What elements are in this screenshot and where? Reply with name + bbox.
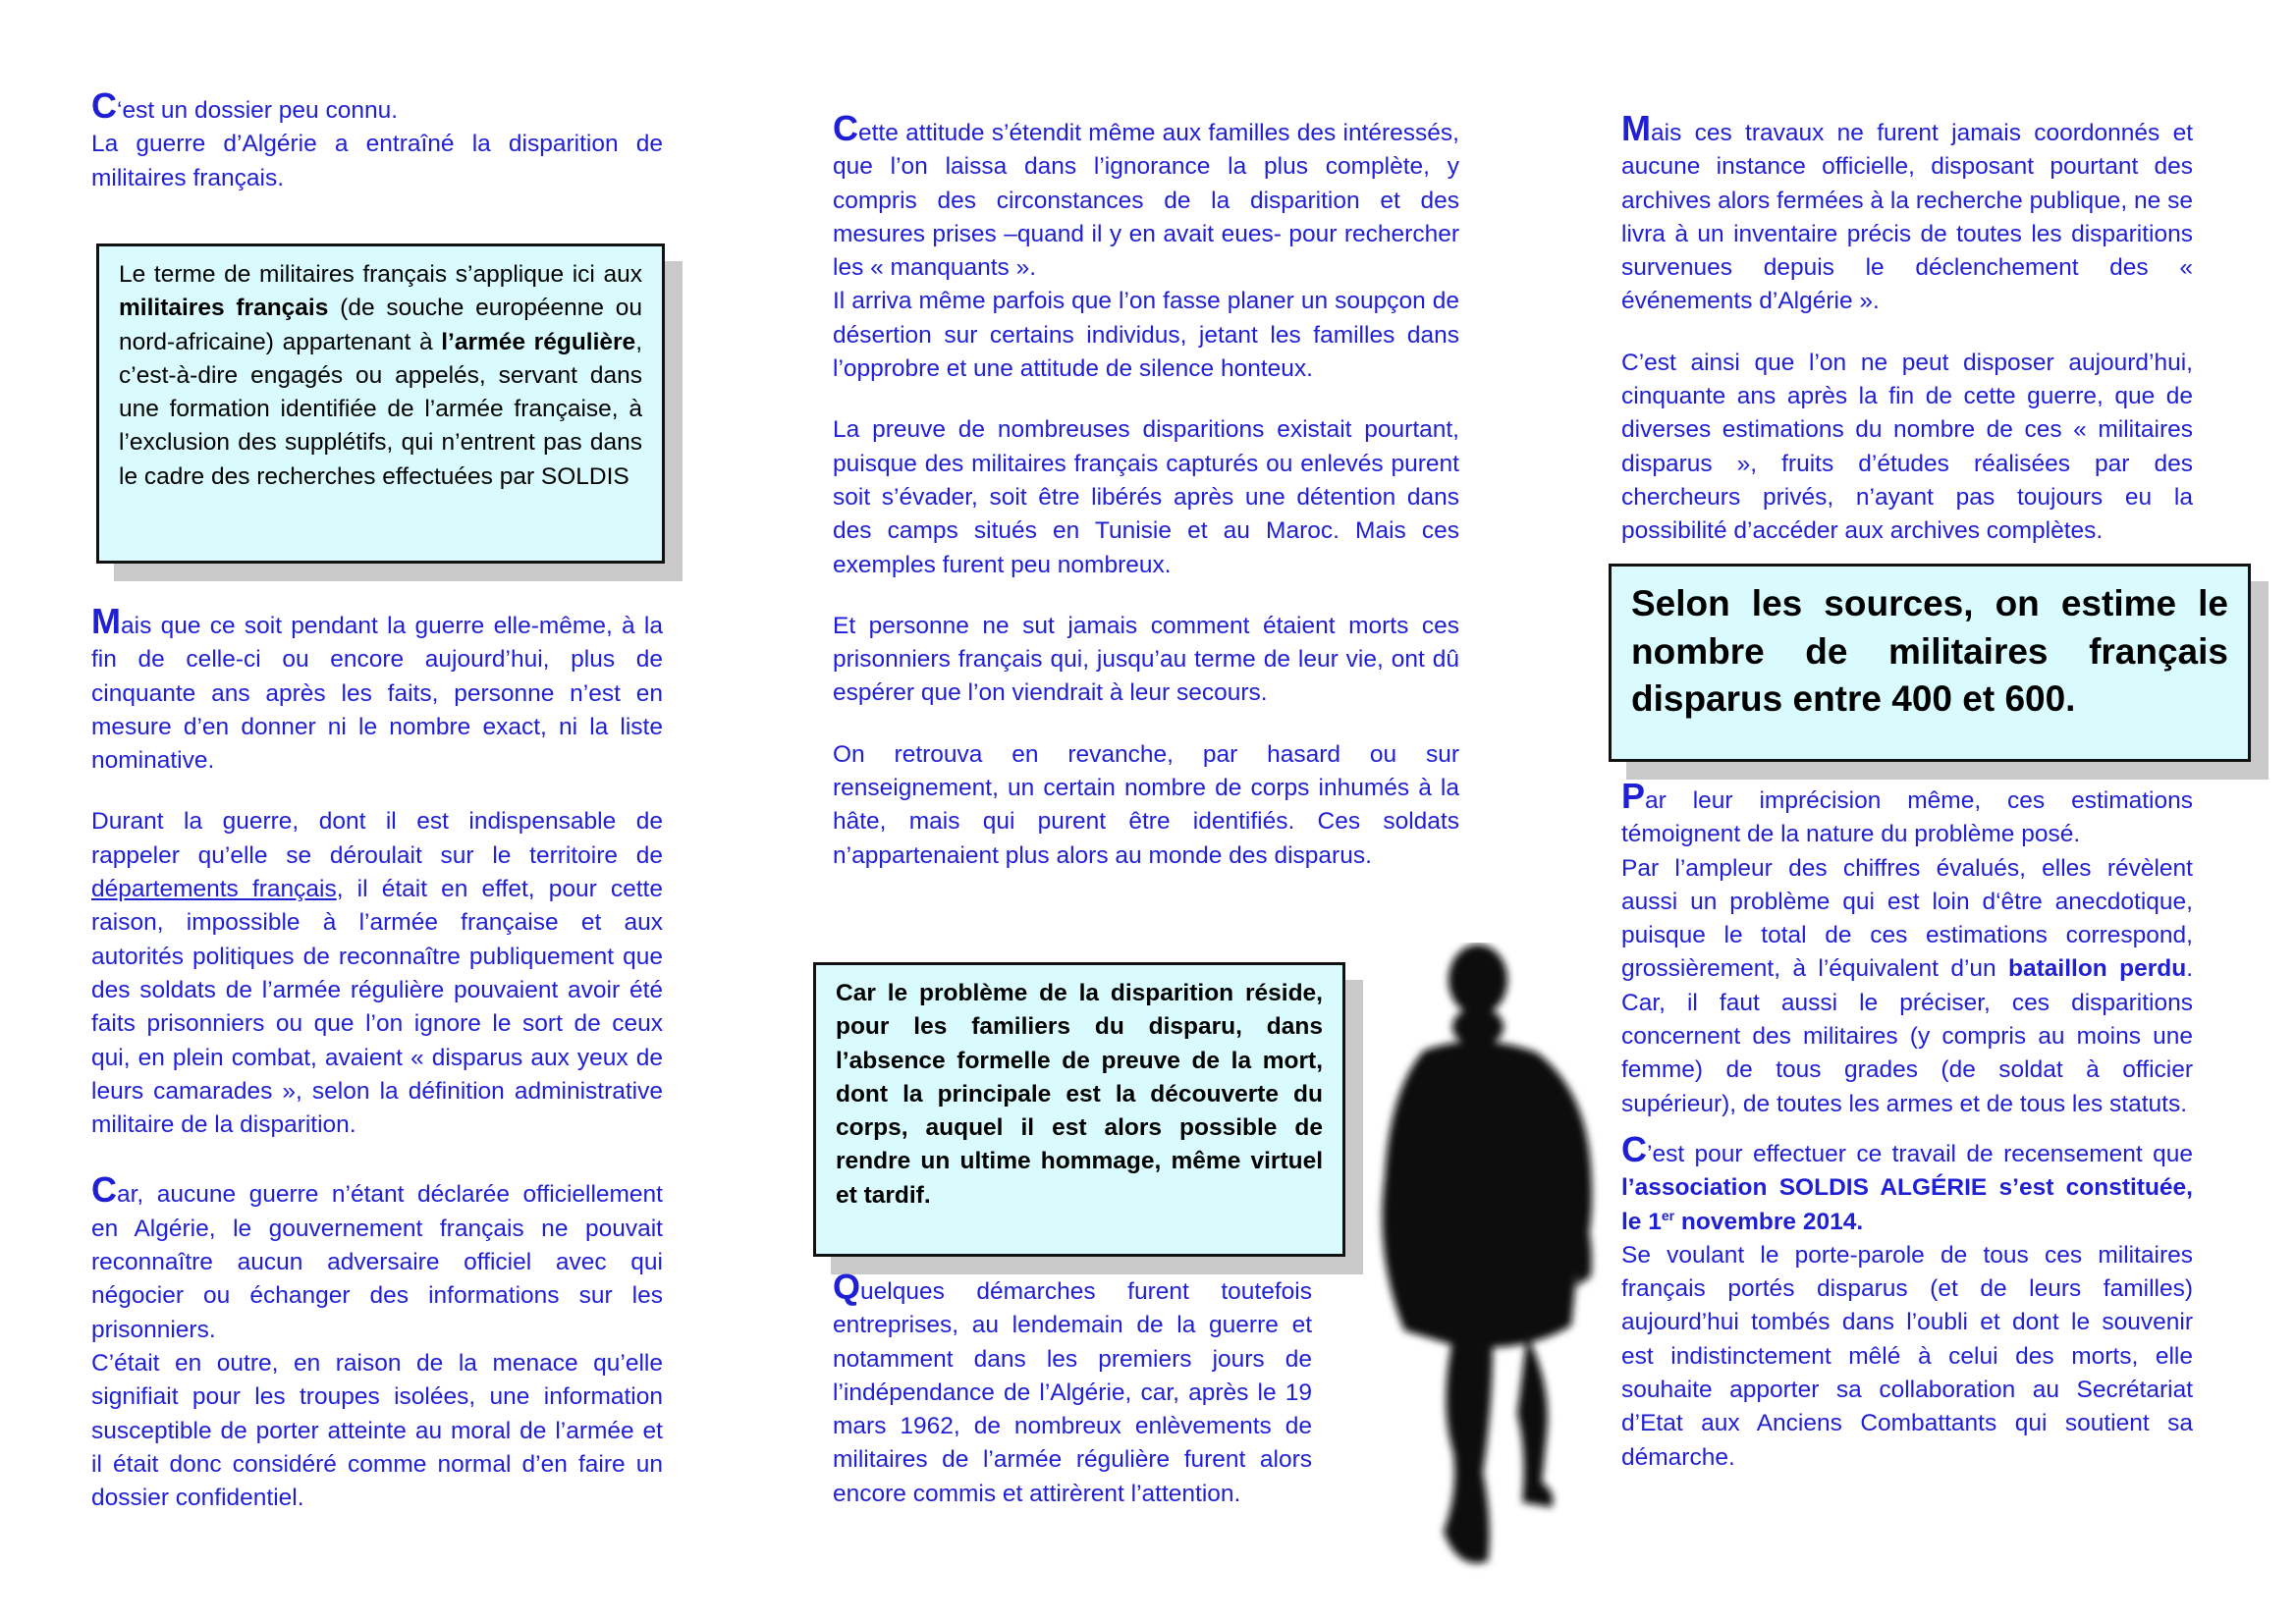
- paragraph: Durant la guerre, dont il est indispensable de rappeler qu’elle se déroulait sur le territoire de départements français, il était en effet, pour cette raison, impossible à l’armée française et aux autorités politiques de reconnaître publiquement que des soldats de l’armée régulière pouvaient avoir été faits prisonniers ou que l’on ignore le sort de ceux qui, en plein combat, avaient « disparus aux yeux de leurs camarades », selon la définition administrative militaire de la disparition.: [91, 808, 663, 1139]
- paragraph: Par leur imprécision même, ces estimations témoignent de la nature du problème posé.: [1621, 776, 2193, 848]
- paragraph: Car, aucune guerre n’étant déclarée officiellement en Algérie, le gouvernement français ne pouvait reconnaître aucun adversaire officiel avec qui négocier ou échanger des informations sur les prisonniers.: [91, 1169, 663, 1343]
- drop-cap: C: [833, 108, 858, 148]
- problem-box: [813, 962, 1345, 1257]
- paragraph: Mais que ce soit pendant la guerre elle-même, à la fin de celle-ci ou encore aujourd’hui, plus de cinquante ans après les faits, personne n’est en mesure d’en donner ni le nombre exact, ni la liste nominative.: [91, 601, 663, 775]
- column-2: [833, 108, 1459, 873]
- drop-cap: M: [91, 601, 121, 641]
- paragraph: C’est pour effectuer ce travail de recensement que l’association SOLDIS ALGÉRIE s’est constituée, le 1er novembre 2014.: [1621, 1128, 2193, 1235]
- paragraph: Par l’ampleur des chiffres évalués, elles révèlent aussi un problème qui est loin d‘être anecdotique, puisque le total de ces estimations correspond, grossièrement, à l’équivalent d’un bataillon perdu. Car, il faut aussi le préciser, ces disparitions concernent des militaires (y compris au moins une femme) de tous grades (de soldat à officier supérieur), de toutes les armes et de tous les statuts.: [1621, 854, 2194, 1117]
- paragraph: C’était en outre, en raison de la menace qu’elle signifiait pour les troupes isolées, une information susceptible de porter atteinte au moral de l’armée et il était donc considéré comme normal d’en faire un dossier confidentiel.: [91, 1349, 663, 1512]
- drop-cap: C: [91, 1169, 117, 1211]
- column-1: [91, 85, 663, 195]
- intro-line: C‘est un dossier peu connu.: [91, 85, 399, 126]
- paragraph: Et personne ne sut jamais comment étaient morts ces prisonniers français qui, jusqu’au terme de leur vie, ont dû espérer que l’on viendrait à leur secours.: [833, 612, 1459, 707]
- definition-box: [96, 243, 665, 564]
- column-1-lower: [91, 601, 663, 1515]
- estimate-box: [1609, 564, 2251, 762]
- intro-paragraph: La guerre d’Algérie a entraîné la disparition de militaires français.: [91, 131, 663, 191]
- paragraph: Quelques démarches furent toutefois entreprises, au lendemain de la guerre et notamment dans les premiers jours de l’indépendance de l’Algérie, car, après le 19 mars 1962, de nombreux enlèvements de militaires de l’armée régulière furent alors encore commis et attirèrent l’attention.: [833, 1267, 1312, 1507]
- drop-cap: M: [1621, 108, 1651, 148]
- paragraph: C’est ainsi que l’on ne peut disposer aujourd’hui, cinquante ans après la fin de cette guerre, que de diverses estimations du nombre de ces « militaires disparus », fruits d’études réalisées par des chercheurs privés, n’ayant pas toujours eu la possibilité d’accéder aux archives complètes.: [1621, 349, 2193, 545]
- problem-text: Car le problème de la disparition réside, pour les familiers du disparu, dans l’absence formelle de preuve de la mort, dont la principale est la découverte du corps, auquel il est alors possible de rendre un ultime hommage, même virtuel et tardif.: [836, 980, 1323, 1209]
- column-3: [1621, 108, 2193, 549]
- drop-cap: C: [91, 85, 117, 126]
- column-2-lower: [833, 1267, 1312, 1511]
- paragraph: Se voulant le porte-parole de tous ces militaires français portés disparus (et de leurs familles) aujourd’hui tombés dans l’oubli et dont le souvenir est indistinctement mêlé à celui des morts, elle souhaite apporter sa collaboration au Secrétariat d’Etat aux Anciens Combattants qui soutient sa démarche.: [1621, 1241, 2193, 1471]
- paragraph: La preuve de nombreuses disparitions existait pourtant, puisque des militaires français capturés ou enlevés purent soit s’évader, soit être libérés après une détention dans des camps situés en Tunisie et au Maroc. Mais ces exemples furent peu nombreux.: [833, 416, 1459, 578]
- paragraph: Il arriva même parfois que l’on fasse planer un soupçon de désertion sur certains individus, jetant les familles dans l’opprobre et une attitude de silence honteux.: [833, 288, 1459, 383]
- estimate-text: Selon les sources, on estime le nombre de militaires français disparus entre 400 et 600.: [1631, 583, 2228, 719]
- drop-cap: C: [1621, 1128, 1647, 1169]
- drop-cap: P: [1621, 776, 1646, 816]
- paragraph: Mais ces travaux ne furent jamais coordonnés et aucune instance officielle, disposant pourtant des archives alors fermées à la recherche publique, ne se livra à un inventaire précis de toutes les disparitions survenues depuis le déclenchement des « événements d’Algérie ».: [1621, 108, 2193, 315]
- drop-cap: Q: [833, 1267, 861, 1307]
- paragraph: Cette attitude s’étendit même aux familles des intéressés, que l’on laissa dans l’ignorance la plus complète, y compris des circonstances de la disparition et des mesures prises –quand il y en avait eues- pour rechercher les « manquants ».: [833, 108, 1459, 282]
- departements-link[interactable]: départements français: [91, 876, 337, 903]
- paragraph: On retrouva en revanche, par hasard ou sur renseignement, un certain nombre de corps inhumés à la hâte, mais qui purent être identifiés. Ces soldats n’appartenaient plus alors au monde des disparus.: [833, 740, 1459, 869]
- soldier-silhouette: [1345, 943, 1611, 1581]
- column-3-lower: [1621, 776, 2194, 1475]
- definition-text: Le terme de militaires français s’applique ici aux militaires français (de souche européenne ou nord-africaine) appartenant à l’armée régulière, c’est-à-dire engagés ou appelés, servant dans une formation identifiée de l’armée française, à l’exclusion des supplétifs, qui n’entrent pas dans le cadre des recherches effectuées par SOLDIS: [119, 261, 643, 490]
